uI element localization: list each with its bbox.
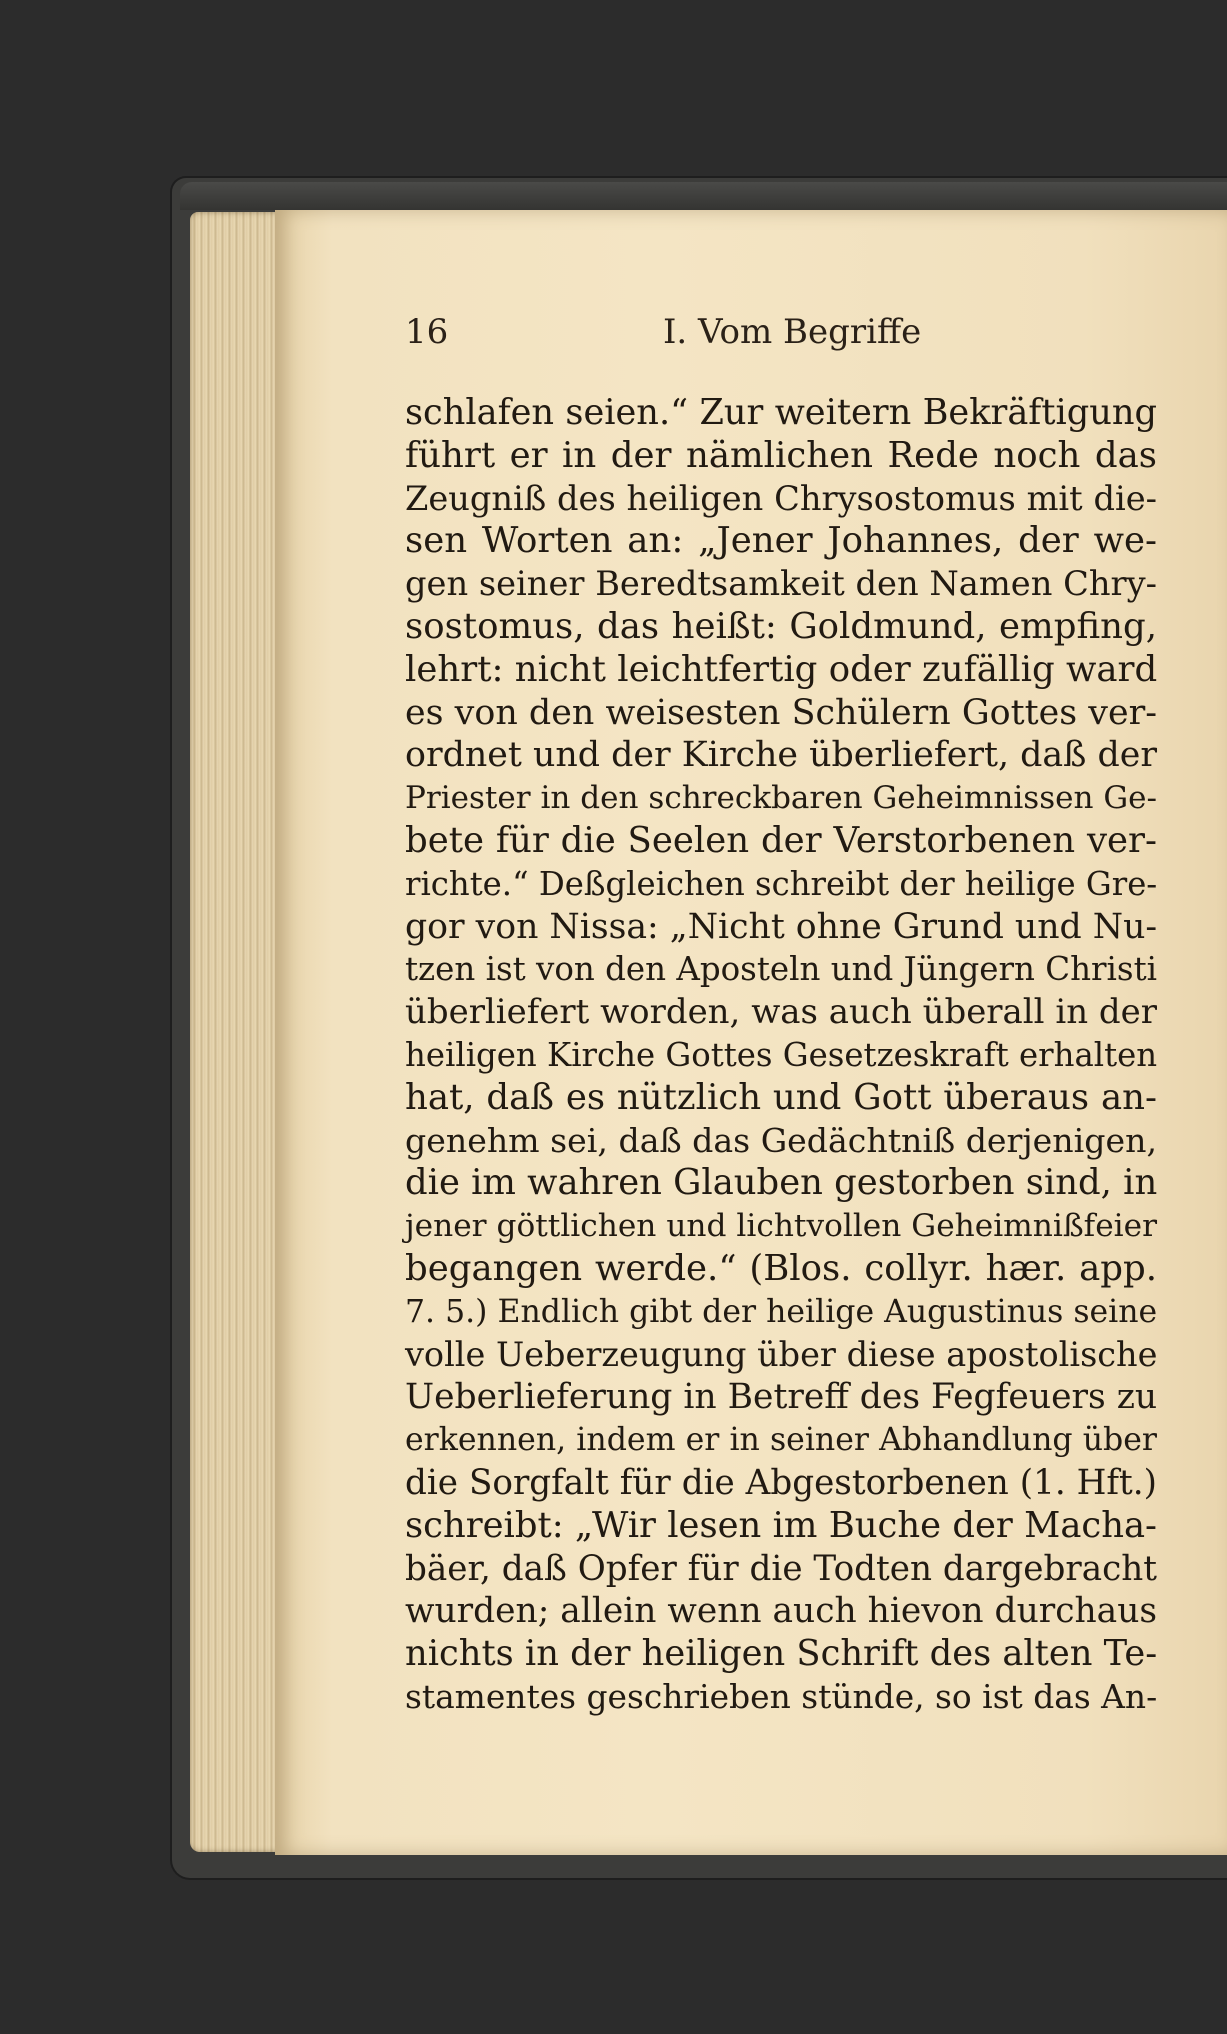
text-line: sostomus, das heißt: Goldmund, empfing, [405,605,1157,647]
text-line: es von den weisesten Schülern Gottes ver- [405,692,1157,733]
text-line: bäer, daß Opfer für die Todten dargebracht [405,1548,1157,1589]
page-edges [190,212,282,1852]
text-line: tzen ist von den Aposteln und Jüngern Christi [405,950,1157,989]
text-line: sen Worten an: „Jener Johannes, der we- [405,520,1157,562]
text-line: schlafen seien.“ Zur weitern Bekräftigung [405,392,1157,433]
text-line: führt er in der nämlichen Rede noch das [405,434,1157,476]
text-line: heiligen Kirche Gottes Gesetzeskraft erhalten [405,1035,1158,1074]
text-line: stamentes geschrieben stünde, so ist das An- [405,1676,1158,1716]
page-number: 16 [405,312,449,352]
text-line: die Sorgfalt für die Abgestorbenen (1. Hft.) [405,1462,1157,1503]
text-line: überliefert worden, was auch überall in der [405,992,1157,1033]
text-line: Priester in den schreckbaren Geheimnissen Ge- [405,780,1157,817]
text-line: begangen werde.“ (Blos. collyr. hær. app. [405,1247,1157,1289]
text-line: die im wahren Glauben gestorben sind, in [405,1162,1158,1204]
body-text [405,392,1157,1719]
cover-top-edge [180,182,1227,210]
text-line: bete für die Seelen der Verstorbenen ver- [405,819,1157,861]
text-line: wurden; allein wenn auch hievon durchaus [405,1591,1158,1632]
text-line: hat, daß es nützlich und Gott überaus an- [405,1076,1157,1118]
text-line: lehrt: nicht leichtfertig oder zufällig ward [405,648,1158,690]
text-line: richte.“ Deßgleichen schreibt der heilige Gre- [405,864,1158,903]
text-line: volle Ueberzeugung über diese apostolische [405,1334,1158,1374]
text-line: nichts in der heiligen Schrift des alten Te- [405,1633,1158,1675]
text-line: Zeugniß des heiligen Chrysostomus mit die- [405,478,1157,518]
text-line: erkennen, indem er in seiner Abhandlung über [405,1422,1157,1459]
running-title: I. Vom Begriffe [663,312,922,352]
text-line: genehm sei, daß das Gedächtniß derjenigen, [405,1120,1157,1160]
page-header [405,312,1165,362]
text-line: 7. 5.) Endlich gibt der heilige Augustinus seine [405,1293,1158,1330]
text-line: jener göttlichen und lichtvollen Geheimnißfeier [405,1208,1157,1245]
text-line: ordnet und der Kirche überliefert, daß der [405,735,1157,776]
text-line: schreibt: „Wir lesen im Buche der Macha- [405,1504,1157,1546]
text-line: gen seiner Beredtsamkeit den Namen Chry- [405,564,1157,604]
text-line: gor von Nissa: „Nicht ohne Grund und Nu- [405,906,1158,947]
text-line: Ueberlieferung in Betreff des Fegfeuers zu [405,1377,1158,1418]
